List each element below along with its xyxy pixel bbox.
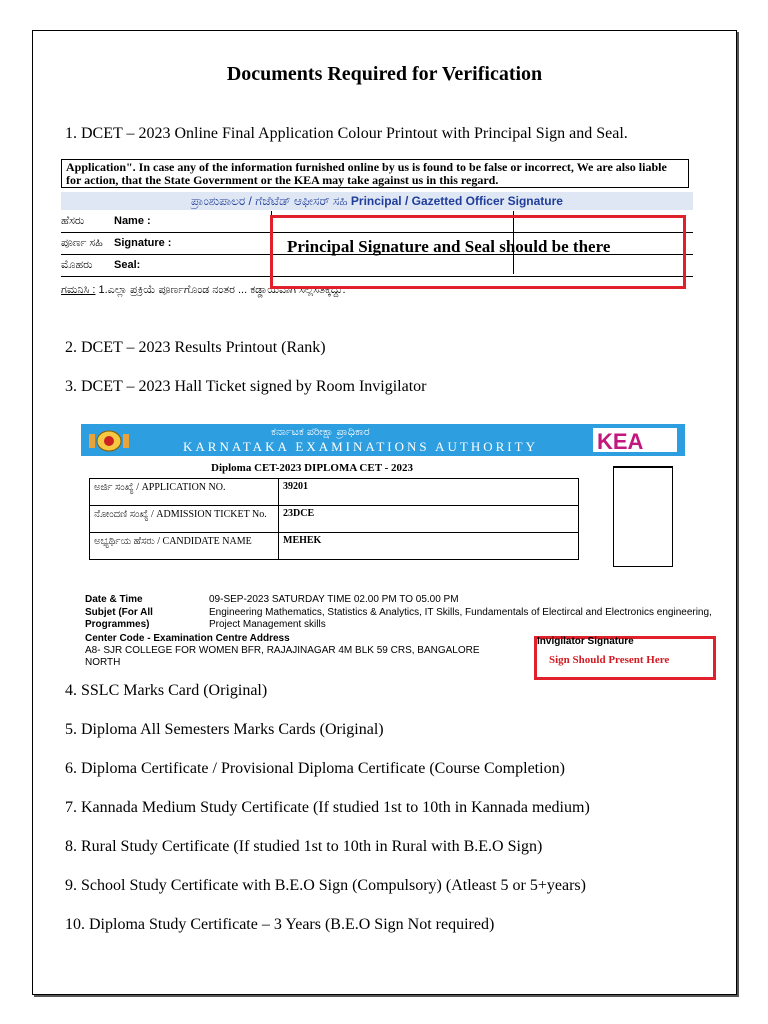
item-9: 9. School Study Certificate with B.E.O Sign (Compulsory) (Atleast 5 or 5+years) — [65, 877, 586, 894]
exam-row-date — [81, 594, 733, 607]
page-title: Documents Required for Verification — [226, 63, 543, 85]
exam-label: Center Code - Examination Centre Address — [85, 633, 290, 644]
kea-logo-text: KEA — [597, 429, 644, 452]
signature-band-kannada: ಪ್ರಾಂಶುಪಾಲರ / ಗೆಜೆಟೆಡ್ ಆಫೀಸರ್ ಸಹಿ — [191, 194, 348, 208]
kannada-note-label: ಗಮನಿಸಿ : — [61, 284, 96, 296]
item-3: 3. DCET – 2023 Hall Ticket signed by Room Invigilator — [65, 378, 427, 395]
exam-label: Subjet (For All Programmes) — [85, 607, 153, 630]
field-value: 23DCE — [278, 506, 314, 532]
principal-annotation-text: Principal Signature and Seal should be there — [287, 237, 611, 256]
item-7: 7. Kannada Medium Study Certificate (If studied 1st to 10th in Kannada medium) — [65, 799, 590, 816]
kea-logo-icon — [593, 428, 677, 452]
field-label: ಅಭ್ಯರ್ಥಿಯ ಹೆಸರು / CANDIDATE NAME — [94, 536, 252, 547]
invigilator-annotation-text: Sign Should Present Here — [549, 654, 670, 666]
document-page — [32, 30, 737, 995]
table-row — [89, 506, 579, 533]
authority-name-kannada: ಕರ್ನಾಟಕ ಪರೀಕ್ಷಾ ಪ್ರಾಧಿಕಾರ — [271, 426, 370, 438]
item-6: 6. Diploma Certificate / Provisional Diploma Certificate (Course Completion) — [65, 760, 565, 777]
row-label-kannada: ಪೂರ್ಣ ಸಹಿ — [61, 237, 103, 249]
exam-label: Date & Time — [85, 594, 143, 605]
row-label-english: Signature : — [114, 237, 172, 249]
hall-ticket-subtitle: Diploma CET-2023 DIPLOMA CET - 2023 — [211, 462, 413, 474]
row-label-kannada: ಹೆಸರು — [61, 215, 85, 227]
item-5: 5. Diploma All Semesters Marks Cards (Original) — [65, 721, 384, 738]
row-label-english: Name : — [114, 215, 151, 227]
authority-name-english: KARNATAKA EXAMINATIONS AUTHORITY — [183, 439, 538, 454]
field-label: ಅರ್ಜಿ ಸಂಖ್ಯೆ / APPLICATION NO. — [94, 482, 226, 493]
field-label: ನೋಂದಣಿ ಸಂಖ್ಯೆ / ADMISSION TICKET No. — [94, 509, 267, 520]
invigilator-label: Invigilator Signature — [537, 636, 634, 647]
declaration-text: Application". In case any of the information furnished online by us is found to be false or incorrect, We are also liable for action, that the State Government or the KEA may take against us in this regard. — [61, 159, 689, 188]
item-10: 10. Diploma Study Certificate – 3 Years (B.E.O Sign Not required) — [65, 916, 495, 933]
signature-band — [61, 192, 693, 210]
item-8: 8. Rural Study Certificate (If studied 1st to 10th in Rural with B.E.O Sign) — [65, 838, 543, 855]
photo-box — [613, 466, 673, 567]
field-value: MEHEK — [278, 533, 321, 559]
hall-ticket-image — [81, 424, 737, 668]
karnataka-emblem-icon — [87, 426, 131, 454]
candidate-table — [89, 478, 579, 560]
exam-value: 09-SEP-2023 SATURDAY TIME 02.00 PM TO 05.00 PM — [209, 594, 459, 605]
kea-header — [81, 424, 685, 456]
field-value: 39201 — [278, 479, 308, 505]
row-label-english: Seal: — [114, 259, 141, 271]
exam-row-subject — [81, 607, 733, 633]
exam-value: Engineering Mathematics, Statistics & Analytics, IT Skills, Fundamentals of Electircal and Electronics engineering, Project Management skills — [209, 607, 712, 630]
item-1: 1. DCET – 2023 Online Final Application Colour Printout with Principal Sign and Seal. — [65, 125, 628, 142]
signature-band-english: Principal / Gazetted Officer Signature — [350, 194, 563, 208]
item-4: 4. SSLC Marks Card (Original) — [65, 682, 268, 699]
row-label-kannada: ಮೊಹರು — [61, 259, 93, 271]
kannada-note-text: 1.ಎಲ್ಲಾ ಪ್ರಕ್ರಿಯೆ ಪೂರ್ಣಗೊಂಡ ನಂತರ ... ಕಡ್ಡಾಯವಾಗಿ ಸಲ್ಲಿಸತಕ್ಕದ್ದು. — [98, 284, 346, 296]
application-excerpt-image — [61, 159, 693, 319]
table-row — [89, 478, 579, 506]
table-row — [89, 533, 579, 560]
exam-value: A8- SJR COLLEGE FOR WOMEN BFR, RAJAJINAGAR 4M BLK 59 CRS, BANGALORE NORTH — [85, 645, 480, 668]
item-2: 2. DCET – 2023 Results Printout (Rank) — [65, 339, 326, 356]
